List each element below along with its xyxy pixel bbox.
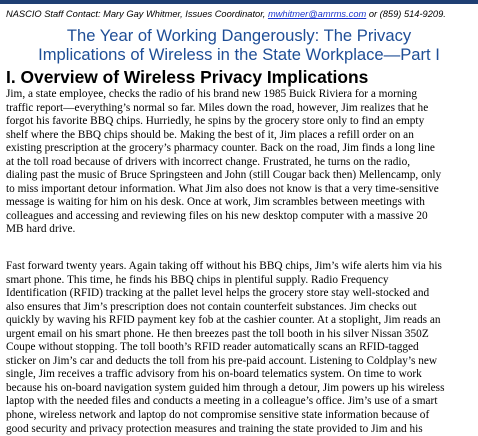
header-rule: [0, 0, 478, 4]
section-heading: I. Overview of Wireless Privacy Implications: [6, 67, 369, 87]
text-line: single, Jim receives a traffic advisory from his on-board telematics system. On time to work: [6, 368, 422, 381]
text-line: urgent email on his smart phone. He then breezes past the toll booth in his silver Nissan 350Z: [6, 327, 429, 340]
text-line: MB hard drive.: [6, 223, 76, 236]
text-line: Jim, a state employee, checks the radio of his brand new 1985 Buick Riviera for a morning: [6, 88, 417, 100]
contact-email-link[interactable]: mwhitmer@amrms.com: [267, 9, 367, 19]
text-line: Identification (RFID) tracking at the pallet level helps the grocery store stay well-stocked and: [6, 287, 430, 300]
text-line: existing prescription at the grocery’s pharmacy counter. Back on the road, Jim finds a long line: [6, 142, 435, 155]
text-line: dialing past the music of Bruce Springsteen and John (still Cougar back then) Mellencamp, only: [6, 169, 442, 182]
document-title-line: Implications of Wireless in the State Workplace—Part I: [38, 45, 440, 64]
text-line: laptop with the needed files and conducts a meeting in a colleague’s office. Jim’s use of a smart: [6, 395, 438, 408]
paragraph-2: [6, 260, 474, 436]
contact-prefix: NASCIO Staff Contact: Mary Gay Whitmer, Issues Coordinator,: [6, 9, 268, 19]
text-line: because his on-board navigation system guided him through a detour, Jim powers up his wireless: [6, 381, 445, 394]
text-line: to miss important detour information. What Jim also does not know is that a very time-sensitive: [6, 182, 439, 195]
text-line: colleagues and accessing and reviewing files on his new desktop computer with a massive 20: [6, 209, 428, 222]
text-line: sticker on Jim’s car and deducts the toll from his pre-paid account. Listening to Coldplay’s new: [6, 354, 438, 367]
text-line: traffic report—everything’s normal so far. Miles down the road, however, Jim realizes that he: [6, 101, 429, 114]
text-line: good security and privacy protection measures and training the state provided to Jim and his: [6, 422, 423, 435]
text-line: quickly by waving his RFID payment key fob at the cashier counter. At a stoplight, Jim reads an: [6, 314, 441, 327]
text-line: phone, wireless network and laptop do not compromise sensitive state information because of: [6, 409, 430, 422]
document-title-line: The Year of Working Dangerously: The Privacy: [66, 26, 412, 45]
contact-suffix: or (859) 514-9209.: [366, 9, 446, 19]
paragraph-1: [6, 88, 474, 237]
text-line: also ensures that Jim’s prescription does not contain counterfeit substances. Jim checks out: [6, 300, 417, 313]
text-line: Fast forward twenty years. Again taking off without his BBQ chips, Jim’s wife alerts him via his: [6, 260, 442, 272]
text-line: shelf where the BBQ chips should be. Making the best of it, Jim places a refill order on an: [6, 128, 414, 141]
text-line: forgot his favorite BBQ chips. Hurriedly, he spins by the grocery store only to find an empty: [6, 115, 425, 128]
text-line: at the toll road because of drivers with incorrect change. Frustrated, he turns on the radio,: [6, 155, 411, 168]
document-title: [0, 26, 478, 64]
text-line: smart phone. This time, he finds his BBQ chips in plentiful supply. Radio Frequency: [6, 273, 389, 286]
text-line: message is waiting for him on his desk. Once at work, Jim scrambles between meetings with: [6, 196, 425, 209]
staff-contact-line: [6, 9, 476, 20]
text-line: Coupe without stopping. The toll booth’s RFID reader automatically scans an RFID-tagged: [6, 341, 419, 354]
